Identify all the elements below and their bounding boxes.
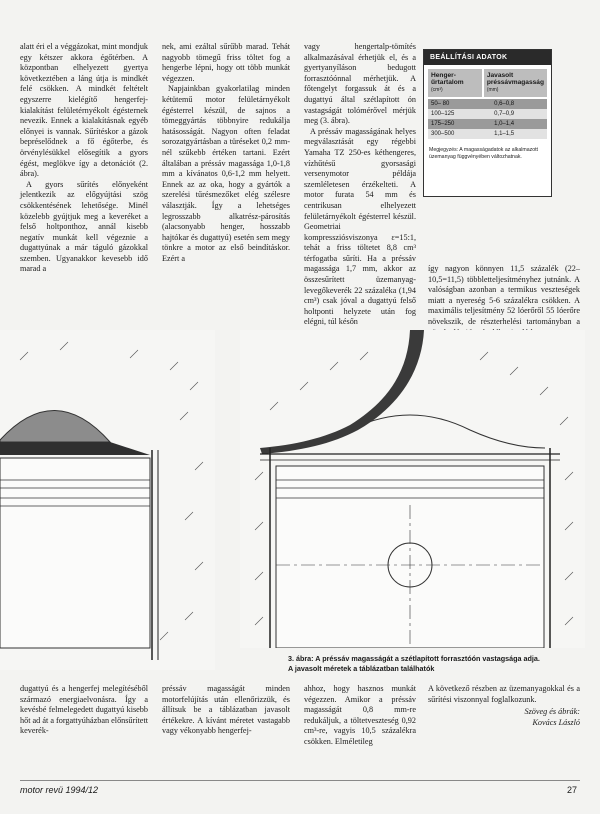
text-column-bottom-4 — [428, 684, 580, 728]
text-column-bottom-1 — [20, 684, 148, 737]
text-column-bottom-2 — [162, 684, 290, 737]
paragraph: ahhoz, hogy hasznos munkát végezzen. Amikor a préssáv magasságát 0,8 mm-re redukáljuk, a töltetveszteség 0,92 cm³-re, vagyis 10,5 százalékra csökken. Elméletileg — [304, 684, 416, 746]
paragraph: alatt éri el a véggázokat, mint mondjuk egy kétszer akkora égőtérben. A központban elhelyezett gyertya következtében a láng útja is mindkét felé csökken. A mindkét feltételt egyszerre kielégítő hengerfej-kialakítást felületérnyékolt égésternek nevezik. Ennek a kialakításnak egyéb előnyei is vannak. Sűrítéskor a gázok bepréselődnek a fő égőterbe, és örvénylésükkel elősegítik a gyors égést, meglökve így a detonációt (2. ábra). — [20, 42, 149, 179]
settings-title: BEÁLLÍTÁSI ADATOK — [424, 50, 551, 65]
text-column-1 — [20, 42, 148, 275]
paragraph: préssáv magasságát minden motorfelújítás után ellenőrizzük, és állítsuk be a táblázatban javasolt értékekre. A kívánt méretet vastagabb vagy vékonyabb hengerfej- — [162, 684, 290, 736]
table-row: 100–125 0,7–0,9 — [428, 109, 547, 119]
paragraph: Napjainkban gyakorlatilag minden kétütemű motor felületárnyékolt égésterrel készül, de sajnos a tömeggyártás többnyire redukálja hatásosságát. Nagyon often feladat sorozatgyártásban a türéseket 0,2 mm-nél szűkebb értéken tartani. Ezért általában a préssáv magassága 1,0-1,8 mm a kívánatos 0,6-1,2 mm helyett. Ennek az az oka, hogy a gyártók a szerelési tűrésmezőket elég szélesre választják. Így a lehetséges legrosszabb alkatrész-párosítás (alacsonyabb henger, hosszabb hajtókar és dugattyú) esetén sem megy tönkre a motor az első beindításkor. Ezért a — [162, 84, 290, 263]
text-column-4 — [428, 264, 580, 338]
table-row: 300–500 1,1–1,5 — [428, 129, 547, 139]
cross-section-figure-left — [0, 330, 215, 670]
table-row: 175–250 1,0–1,4 — [428, 119, 547, 129]
column-header-displacement: Henger-űrtartalom (cm³) — [428, 69, 482, 97]
text-column-2 — [162, 42, 290, 264]
settings-table-box — [423, 49, 552, 197]
footer-divider — [20, 780, 580, 781]
paragraph: vagy hengertalp-tömítés alkalmazásával érhetjük el, és a gyertyanyíláson bedugott forrasztóónnal mérhetjük. A főtengelyt forgassuk át és a dugattyú által szétlapított ón vastagságát tolómérővel mérjük meg (3. ábra). — [304, 42, 416, 126]
cross-section-figure-right — [240, 330, 585, 648]
settings-table — [428, 99, 547, 139]
column-header-squish: Javasolt préssávmagasság (mm) — [484, 69, 547, 97]
table-row: 50– 80 0,6–0,8 — [428, 99, 547, 109]
figure-caption: 3. ábra: A préssáv magasságát a szétlapított forrasztóón vastagsága adja. A javasolt méretek a táblázatban találhatók — [288, 654, 540, 673]
text-column-bottom-3 — [304, 684, 416, 748]
paragraph: így nagyon könnyen 11,5 százalék (22–10,5=11,5) többletteljesítményhez jutnánk. A valóságban azonban a termikus veszteségek miatt a nyereség 5-6 százalékra csökken. A maximális teljesítmény 52 lóerőről 55 lóerőre növekszik, de részterhelési tartományban a — [428, 264, 580, 326]
paragraph: A következő részben az üzemanyagokkal és a sűrítési viszonnyal foglalkozunk. — [428, 684, 580, 704]
text-column-3 — [304, 42, 416, 328]
settings-column-headers — [428, 69, 547, 97]
paragraph: dugattyú és a hengerfej melegítéséből származó energiaelvonásra. Így a kevésbé felmelegedett dugattyú kisebb hőt ad át a forgattyúházban előnsűrített keverék- — [20, 684, 148, 736]
author-signature: Szöveg és ábrák: Kovács László — [524, 707, 580, 727]
paragraph: nek, ami ezáltal sűrűbb marad. Tehát nagyobb tömegű friss töltet fog a hengerbe lépni, hogy ott több munkát végezzen. — [162, 42, 290, 83]
settings-note: Megjegyzés: A magasságadatok az alkalmazott üzemanyag függvényében változhatnak. — [429, 147, 538, 160]
page-number: 27 — [567, 785, 578, 795]
magazine-footer: motor revü 1994/12 — [20, 785, 99, 795]
paragraph: A préssáv magasságának helyes megválasztását egy régebbi Yamaha TZ 250-es kéthengeres, vízhűtésű gyorsasági versenymotor példája szemléletesen érzékelteti. A motor furata 54 mm és centrikusan elhelyezett felületárnyékolt égésterrel készül. Geometriai kompressziósviszonya ε=15:1, tehát a friss töltetet 8,8 cm³ térfogatba sűríti. Ha a préssáv magassága 1,7 mm, akkor az összesűrített üzemanyag-levegőkeverék 22 százaléka (1,94 cm³) csak jóval a dugattyú felső holtponti helyzete után fog elégni, túl későn — [304, 126, 416, 327]
paragraph: A gyors sűrítés előnyeként jelentkezik az előgyújtási szög csökkentésének lehetősége. Minél közelebb gyújtjuk meg a keveréket a felső holtponthoz, annál kisebb negatív munkát kell végeznie a dugattyúnak a már táguló gázokkal szemben. Ugyanakkor kevesebb idő marad a — [20, 179, 148, 274]
